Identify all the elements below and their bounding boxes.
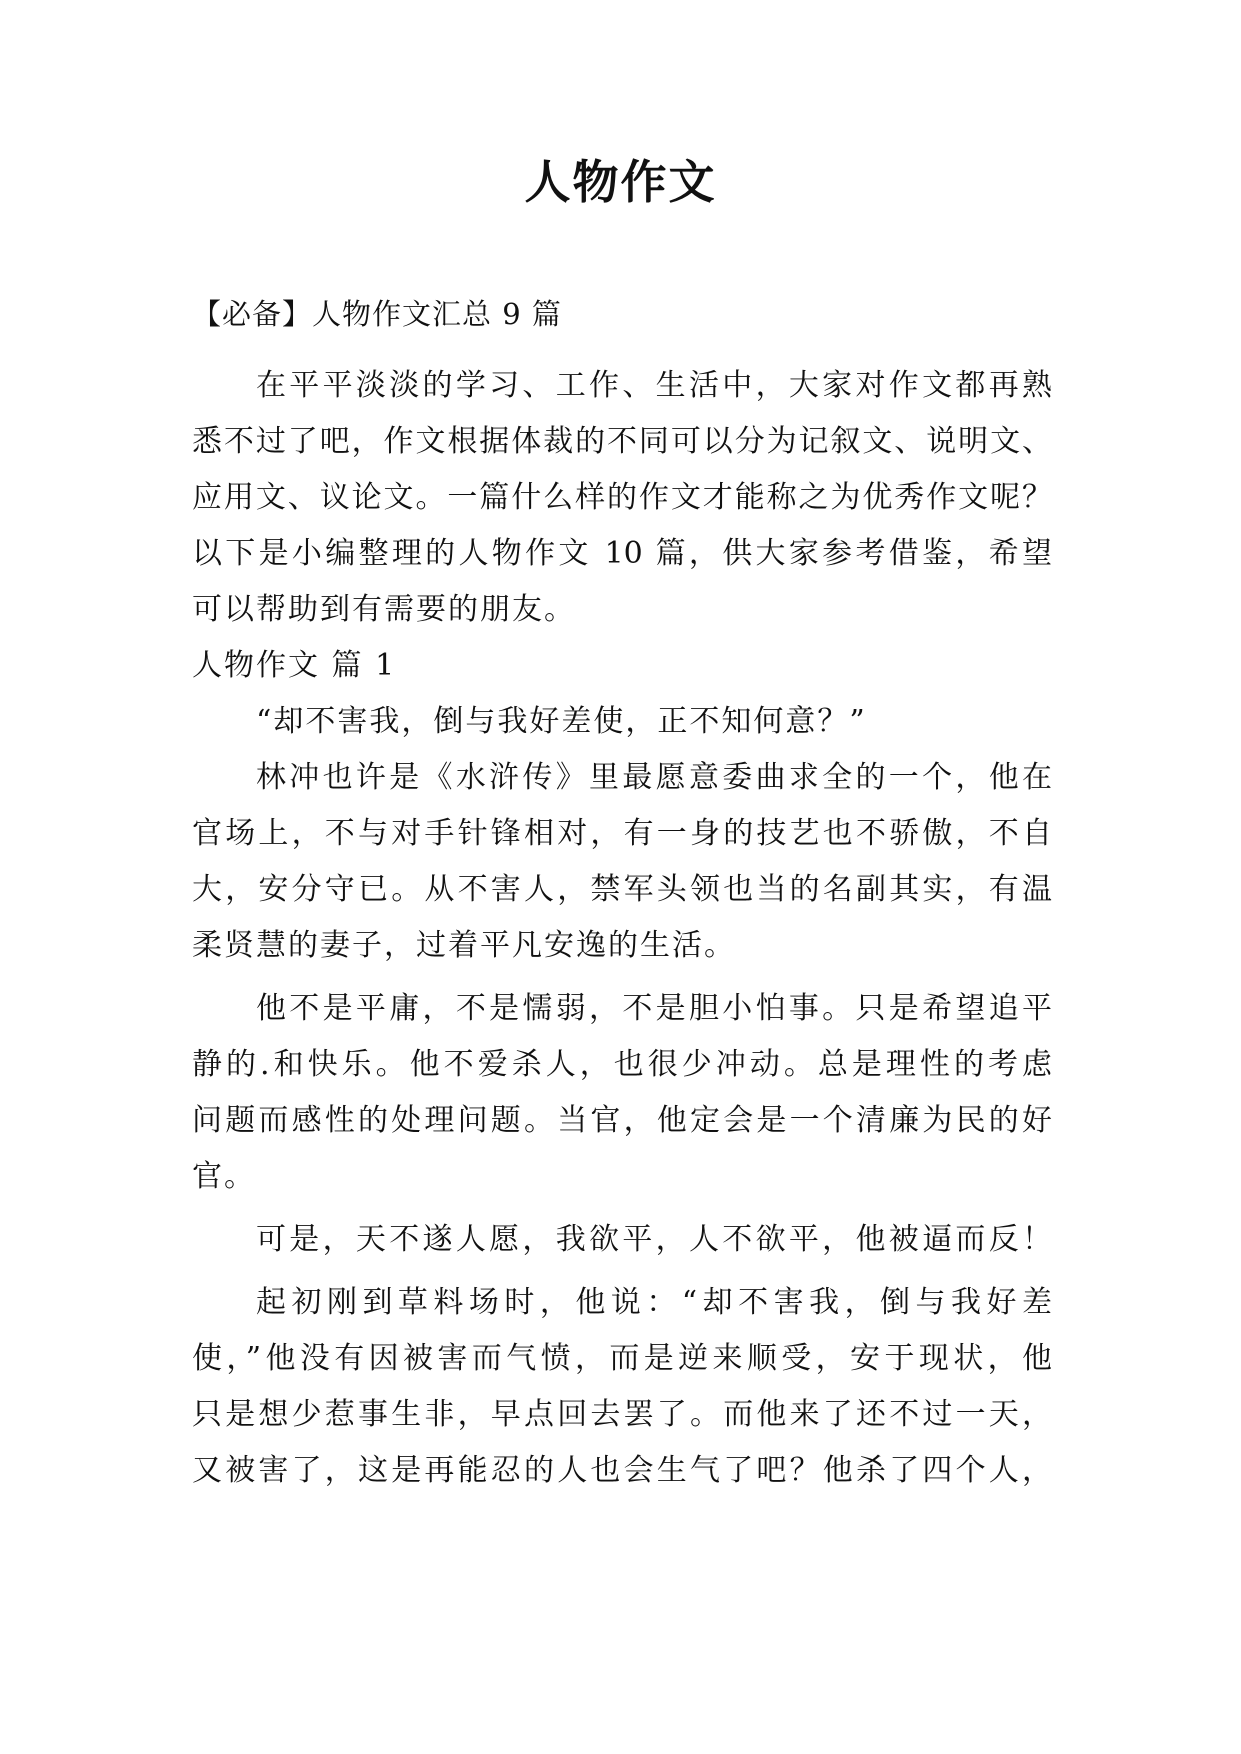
document-subtitle: 【必备】人物作文汇总 9 篇 <box>192 297 562 331</box>
text-line: 使，”他没有因被害而气愤，而是逆来顺受，安于现状，他 <box>192 1341 1052 1376</box>
text-line: 起初刚到草料场时，他说：“却不害我，倒与我好差 <box>256 1285 1052 1320</box>
text-line: 官场上，不与对手针锋相对，有一身的技艺也不骄傲，不自 <box>192 816 1052 851</box>
section-heading: 人物作文 篇 1 <box>192 648 397 683</box>
text-line: 悉不过了吧，作文根据体裁的不同可以分为记叙文、说明文、 <box>192 424 1052 459</box>
text-line: 应用文、议论文。一篇什么样的作文才能称之为优秀作文呢？ <box>192 480 1052 515</box>
text-line: 以下是小编整理的人物作文 10 篇，供大家参考借鉴，希望 <box>192 536 1052 571</box>
text-line: 可是，天不遂人愿，我欲平，人不欲平，他被逼而反！ <box>256 1222 1052 1257</box>
text-line: 静的.和快乐。他不爱杀人，也很少冲动。总是理性的考虑 <box>192 1047 1052 1082</box>
text-line: 在平平淡淡的学习、工作、生活中，大家对作文都再熟 <box>256 368 1052 403</box>
text-line: 官。 <box>192 1159 256 1194</box>
document-title: 人物作文 <box>524 155 717 209</box>
text-line: 他不是平庸，不是懦弱，不是胆小怕事。只是希望追平 <box>256 991 1052 1026</box>
text-line: “却不害我，倒与我好差使，正不知何意？” <box>256 704 867 739</box>
text-line: 只是想少惹事生非，早点回去罢了。而他来了还不过一天， <box>192 1397 1052 1432</box>
text-line: 问题而感性的处理问题。当官，他定会是一个清廉为民的好 <box>192 1103 1052 1138</box>
text-line: 柔贤慧的妻子，过着平凡安逸的生活。 <box>192 928 736 963</box>
text-line: 林冲也许是《水浒传》里最愿意委曲求全的一个，他在 <box>256 760 1052 795</box>
text-line: 可以帮助到有需要的朋友。 <box>192 592 576 627</box>
text-line: 大，安分守已。从不害人，禁军头领也当的名副其实，有温 <box>192 872 1052 907</box>
text-line: 又被害了，这是再能忍的人也会生气了吧？他杀了四个人， <box>192 1453 1052 1488</box>
